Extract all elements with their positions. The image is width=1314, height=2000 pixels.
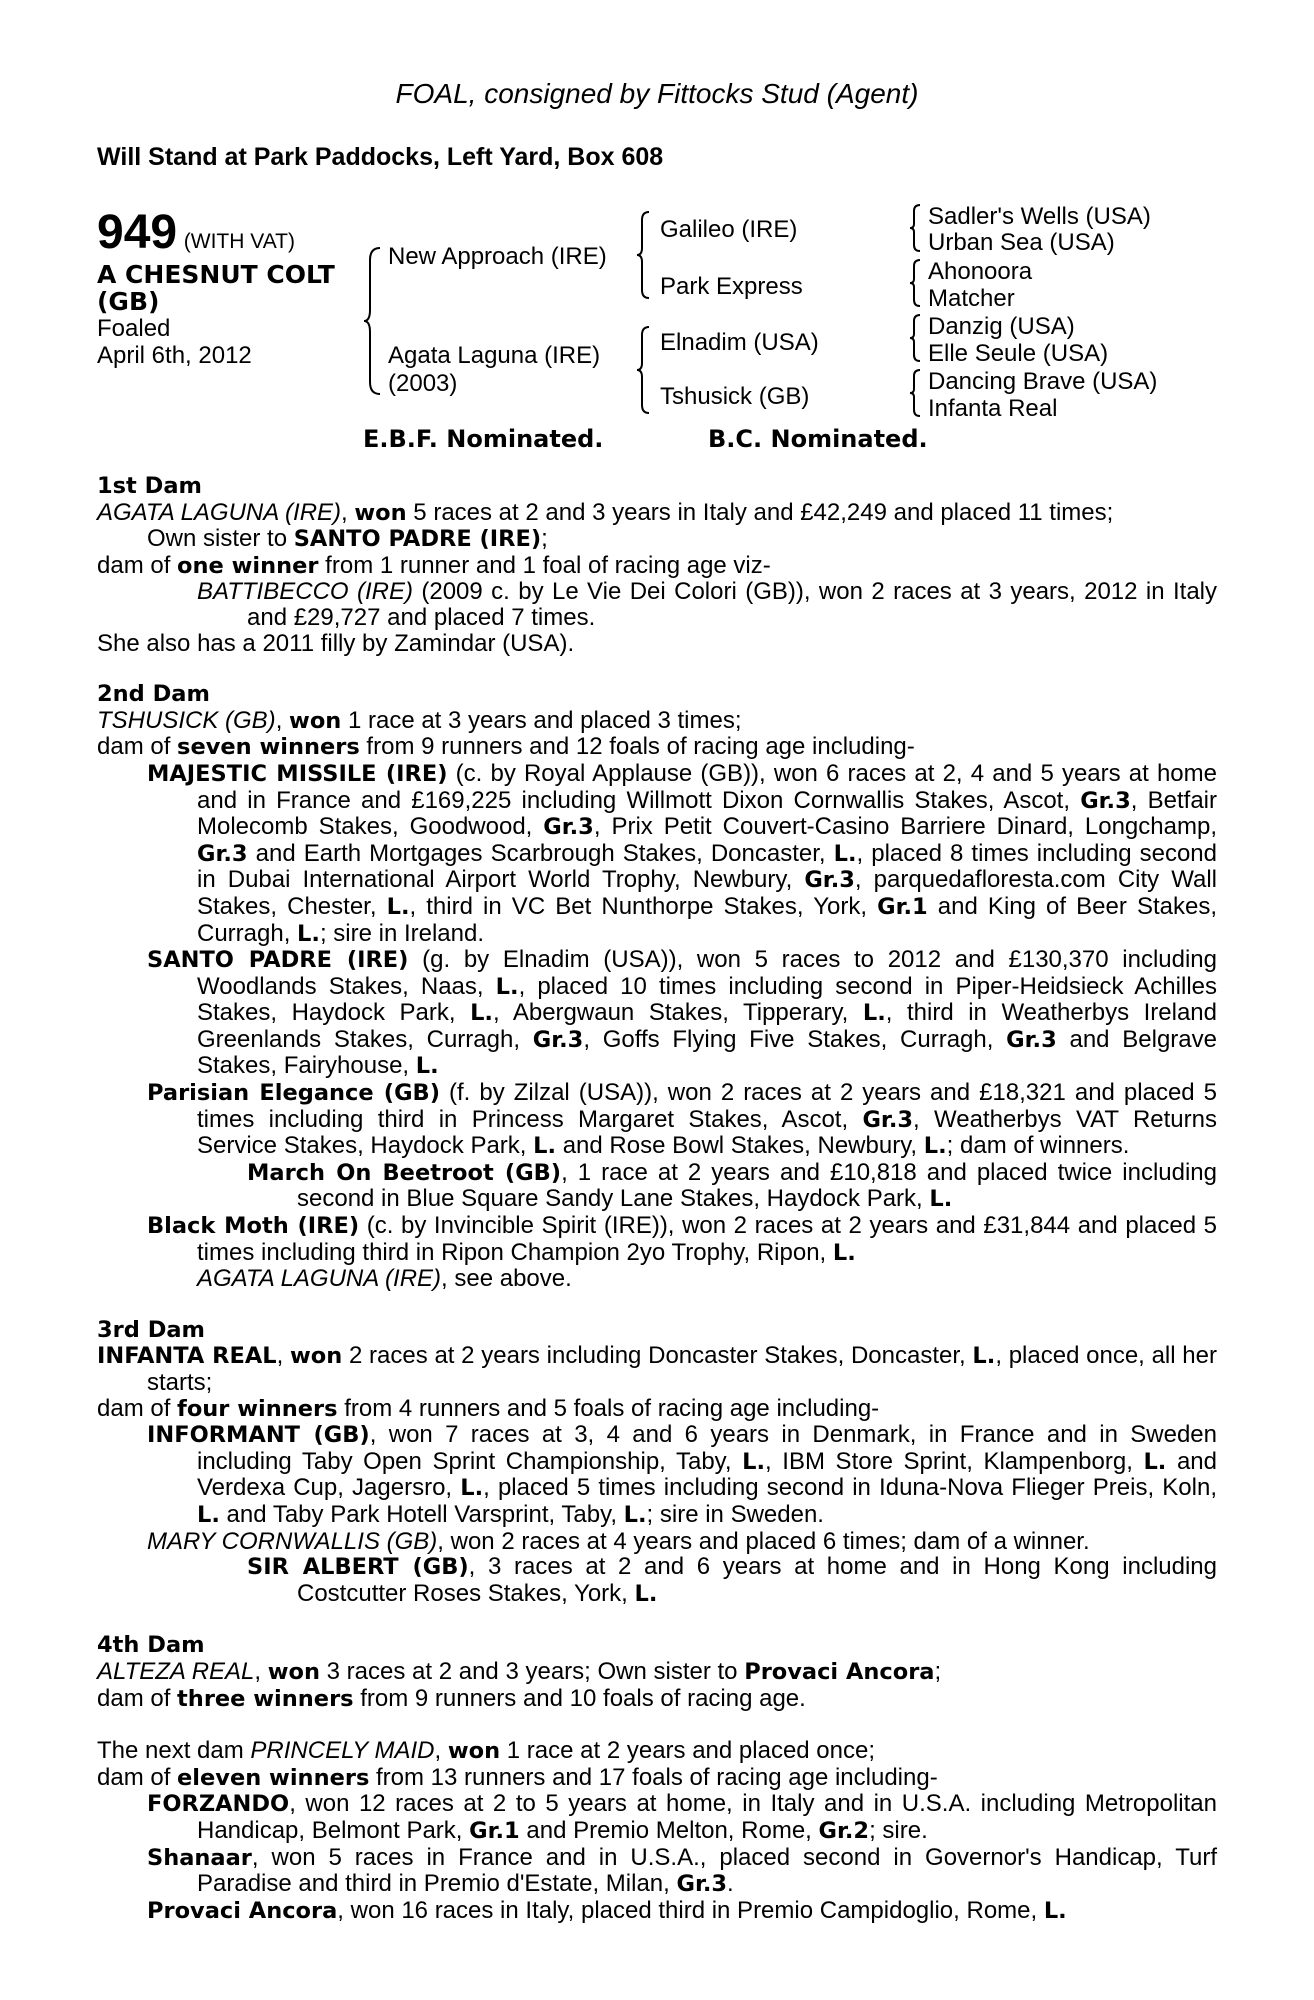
text: , placed 5 times including second in Iduna-Nova Flieger Preis, Koln, — [483, 1474, 1217, 1502]
dam-year: (2003) — [388, 370, 458, 397]
text: (f. by Zilzal (USA)), won 2 races at 2 years and £18,321 and placed 5 times including third in Princess Margaret Stakes, Ascot, — [197, 1079, 1218, 1133]
grade: L. — [386, 893, 410, 920]
horse-name: SANTO PADRE (IRE) — [147, 947, 409, 974]
text: and Belgrave Stakes, Fairyhouse, — [197, 1025, 1217, 1080]
grade: Gr.3 — [676, 1871, 728, 1898]
text: , 1 race at 2 years and £10,818 and placed twice including second in Blue Square Sandy Lane Stakes, Haydock Park, — [297, 1158, 1218, 1213]
grade: Gr.1 — [469, 1817, 520, 1844]
winners-count: four winners — [177, 1395, 338, 1422]
dam-name: INFANTA REAL — [97, 1343, 277, 1370]
grade: L. — [470, 1000, 493, 1027]
text: from 9 runners and 12 foals of racing age including- — [359, 733, 915, 761]
pedigree-brace-dam — [635, 325, 651, 415]
progeny-parisian-elegance — [97, 1080, 1217, 1160]
text: ; — [934, 1657, 942, 1685]
grade: L. — [862, 1000, 886, 1027]
text: , — [341, 498, 355, 526]
horse-name: SANTO PADRE (IRE) — [293, 526, 542, 553]
text: , Abergwaun Stakes, Tipperary, — [492, 999, 863, 1027]
grade: L. — [1143, 1448, 1167, 1475]
grade: Gr.3 — [197, 840, 248, 867]
text: , — [254, 1657, 268, 1685]
grade: L. — [742, 1448, 766, 1475]
text: , placed 8 times including second in Dubai International Airport World Trophy, Newbury, — [197, 839, 1217, 894]
first-dam-progeny — [97, 579, 1217, 630]
third-dam-line2 — [97, 1396, 1217, 1423]
progeny-mary-cornwallis — [97, 1529, 1217, 1555]
ggp-sss: Sadler's Wells (USA) — [928, 203, 1151, 230]
grade: Gr.3 — [1006, 1026, 1057, 1053]
dam-name: TSHUSICK (GB) — [97, 706, 276, 734]
first-dam-line3 — [97, 553, 1217, 580]
text: . — [727, 1870, 734, 1898]
text: , third in Weatherbys Ireland Greenlands Stakes, Curragh, — [197, 999, 1217, 1053]
spacer — [97, 1607, 1217, 1633]
progeny-provaci-ancora — [97, 1898, 1217, 1925]
text: dam of — [97, 551, 178, 579]
first-dam-heading: 1st Dam — [97, 473, 202, 499]
text: dam of — [97, 1763, 178, 1791]
lot-name-line2: (GB) — [97, 287, 160, 316]
text: ; sire in Sweden. — [646, 1500, 824, 1528]
grade: L. — [923, 1133, 947, 1160]
progeny-santo-padre — [97, 947, 1217, 1080]
bc-nominated: B.C. Nominated. — [708, 425, 928, 453]
text: dam of — [97, 733, 178, 761]
dam-dam: Tshusick (GB) — [660, 383, 810, 410]
won: won — [267, 1658, 320, 1685]
text: from 4 runners and 5 foals of racing age including- — [337, 1394, 880, 1422]
horse-name: Black Moth (IRE) — [147, 1213, 360, 1240]
text: and Premio Melton, Rome, — [519, 1816, 819, 1844]
horse-name: Shanaar — [147, 1844, 252, 1871]
dam-sire: Elnadim (USA) — [660, 329, 819, 356]
grade: L. — [533, 1133, 557, 1160]
progeny-sir-albert — [97, 1554, 1217, 1607]
text: Own sister to — [147, 525, 294, 553]
grade: L. — [297, 920, 320, 947]
text: , placed 10 times including second in Piper-Heidsieck Achilles Stakes, Haydock Park, — [197, 972, 1218, 1027]
dam-name: ALTEZA REAL — [97, 1657, 255, 1685]
text: , Prix Petit Couvert-Casino Barriere Dinard, Longchamp, — [593, 813, 1217, 841]
pedigree-block — [0, 0, 1314, 470]
ggp-sds: Ahonoora — [928, 258, 1033, 285]
pedigree-brace-sd — [908, 258, 922, 308]
text: , won 7 races at 3, 4 and 6 years in Denmark, in France and in Sweden including Taby Open Sprint Championship, Taby, — [197, 1421, 1217, 1475]
grade: L. — [495, 973, 519, 1000]
winners-count: eleven winners — [177, 1764, 370, 1791]
text: and King of Beer Stakes, Curragh, — [197, 892, 1217, 947]
ggp-ssd: Urban Sea (USA) — [928, 229, 1115, 256]
progeny-march-on-beetroot — [97, 1160, 1217, 1213]
grade: L. — [197, 1501, 220, 1528]
text: and Rose Bowl Stakes, Newbury, — [556, 1132, 924, 1160]
grade: L. — [972, 1343, 996, 1370]
page-header: FOAL, consigned by Fittocks Stud (Agent) — [395, 78, 919, 109]
won: won — [289, 707, 342, 734]
grade: Gr.2 — [818, 1817, 870, 1844]
progeny-forzando — [97, 1791, 1217, 1844]
winners-count: one winner — [177, 552, 319, 579]
text: , won 16 races in Italy, placed third in Premio Campidoglio, Rome, — [337, 1896, 1044, 1924]
stand-location: Will Stand at Park Paddocks, Left Yard, Box 608 — [97, 143, 664, 171]
text: The next dam — [97, 1737, 251, 1765]
text: ; sire in Ireland. — [319, 919, 485, 947]
won: won — [354, 499, 407, 526]
text: , placed once, all her starts; — [147, 1342, 1217, 1396]
grade: Gr.3 — [543, 814, 594, 841]
ggp-sdd: Matcher — [928, 285, 1015, 312]
grade: Gr.3 — [862, 1106, 914, 1133]
sire: New Approach (IRE) — [388, 243, 607, 270]
foaled-date: April 6th, 2012 — [97, 342, 252, 369]
lot-name-line1: A CHESNUT COLT — [97, 260, 335, 289]
winners-count: seven winners — [177, 734, 360, 761]
fourth-dam-line1 — [97, 1659, 1217, 1686]
text: , Goffs Flying Five Stakes, Curragh, — [583, 1025, 1007, 1053]
ggp-dsd: Elle Seule (USA) — [928, 340, 1109, 367]
grade: L. — [833, 840, 857, 867]
progeny-majestic-missile — [97, 761, 1217, 947]
horse-name: Provaci Ancora — [744, 1658, 935, 1685]
text: , parquedafloresta.com City Wall Stakes, Chester, — [197, 866, 1217, 920]
horse-name: BATTIBECCO (IRE) — [197, 578, 413, 606]
next-dam-line1 — [97, 1738, 1217, 1765]
text: , won 2 races at 4 years and placed 6 times; dam of a winner. — [437, 1527, 1090, 1555]
text: from 9 runners and 10 foals of racing age. — [353, 1684, 806, 1712]
grade: L. — [832, 1239, 856, 1266]
pedigree-brace-sire — [635, 210, 651, 300]
grade: L. — [1043, 1897, 1067, 1924]
winners-count: three winners — [177, 1685, 354, 1712]
text: (c. by Invincible Spirit (IRE)), won 2 races at 2 years and £31,844 and placed 5 times including third in Ripon Champion 2yo Trophy, Ripon, — [197, 1212, 1217, 1266]
spacer — [97, 1292, 1217, 1318]
spacer — [97, 1712, 1217, 1738]
lot-number: 949 — [97, 206, 178, 259]
text: 2 races at 2 years including Doncaster Stakes, Doncaster, — [342, 1342, 973, 1370]
text: and Taby Park Hotell Varsprint, Taby, — [219, 1500, 624, 1528]
grade: L. — [929, 1186, 953, 1213]
text: , 3 races at 2 and 6 years at home and in Hong Kong including Costcutter Roses Stakes, York, — [297, 1553, 1217, 1607]
text: dam of — [97, 1394, 178, 1422]
next-dam-line2 — [97, 1765, 1217, 1792]
progeny-shanaar — [97, 1845, 1217, 1898]
text: (g. by Elnadim (USA)), won 5 races to 2012 and £130,370 including Woodlands Stakes, Naas, — [197, 946, 1218, 1000]
horse-name: INFORMANT (GB) — [147, 1422, 370, 1449]
text: , — [434, 1737, 448, 1765]
text: 5 races at 2 and 3 years in Italy and £42,249 and placed 11 times; — [406, 498, 1114, 526]
grade: L. — [623, 1501, 647, 1528]
horse-name: SIR ALBERT (GB) — [247, 1554, 469, 1581]
first-dam-line1 — [97, 500, 1217, 527]
third-dam-heading: 3rd Dam — [97, 1316, 205, 1343]
grade: L. — [634, 1580, 658, 1607]
text: 3 races at 2 and 3 years; Own sister to — [320, 1657, 745, 1685]
text: , IBM Store Sprint, Klampenborg, — [765, 1447, 1144, 1475]
text: 1 race at 2 years and placed once; — [500, 1737, 876, 1765]
text: 1 race at 3 years and placed 3 times; — [341, 706, 742, 734]
text: and Verdexa Cup, Jagersro, — [197, 1447, 1217, 1502]
catalogue-text — [97, 474, 1217, 1924]
text: , Weatherbys VAT Returns Service Stakes, Haydock Park, — [197, 1105, 1217, 1160]
horse-name: March On Beetroot (GB) — [247, 1159, 562, 1186]
text: , third in VC Bet Nunthorpe Stakes, York, — [409, 892, 878, 920]
text: (c. by Royal Applause (GB)), won 6 races at 2, 4 and 5 years at home and in France and £169,225 including Willmott Dixon Cornwallis Stakes, Ascot, — [197, 759, 1217, 814]
sire-sire: Galileo (IRE) — [660, 216, 798, 243]
progeny-black-moth — [97, 1213, 1217, 1266]
grade: Gr.3 — [1080, 787, 1131, 814]
text: from 13 runners and 17 foals of racing age including- — [369, 1763, 938, 1791]
spacer — [97, 656, 1217, 682]
horse-name: Parisian Elegance (GB) — [147, 1080, 440, 1107]
text: (2009 c. by Le Vie Dei Colori (GB)), won 2 races at 3 years, 2012 in Italy and £29,727 and placed 7 times. — [247, 578, 1217, 631]
pedigree-brace-ds — [908, 313, 922, 363]
grade: L. — [460, 1475, 484, 1502]
text: ; dam of winners. — [946, 1132, 1130, 1160]
lot-number-line — [97, 205, 295, 260]
fourth-dam-line2 — [97, 1686, 1217, 1713]
pedigree-brace-ss — [908, 203, 922, 253]
text: ; — [541, 525, 548, 553]
grade: L. — [415, 1053, 439, 1080]
fourth-dam-heading: 4th Dam — [97, 1632, 205, 1659]
dam: Agata Laguna (IRE) — [388, 342, 601, 369]
text: , won 5 races in France and in U.S.A., placed second in Governor's Handicap, Turf Paradise and third in Premio d'Estate, Milan, — [197, 1843, 1217, 1898]
ggp-ddd: Infanta Real — [928, 395, 1058, 422]
horse-name: MAJESTIC MISSILE (IRE) — [147, 760, 448, 787]
second-dam-heading: 2nd Dam — [97, 681, 210, 708]
sire-dam: Park Express — [660, 273, 803, 300]
horse-name: MARY CORNWALLIS (GB) — [147, 1527, 438, 1555]
horse-name: Provaci Ancora — [147, 1897, 338, 1924]
dam-name: PRINCELY MAID — [250, 1737, 435, 1765]
second-dam-line2 — [97, 734, 1217, 761]
text: , Betfair Molecomb Stakes, Goodwood, — [197, 786, 1217, 841]
dam-name: AGATA LAGUNA (IRE) — [97, 498, 342, 526]
text: dam of — [97, 1684, 178, 1712]
pedigree-brace-dd — [908, 368, 922, 418]
text: , — [276, 1342, 290, 1370]
text: , won 12 races at 2 to 5 years at home, in Italy and in U.S.A. including Metropolitan Handicap, Belmont Park, — [197, 1790, 1217, 1844]
ggp-dss: Danzig (USA) — [928, 313, 1075, 340]
text: and Earth Mortgages Scarbrough Stakes, Doncaster, — [247, 839, 834, 867]
horse-name: FORZANDO — [147, 1791, 290, 1818]
horse-name: AGATA LAGUNA (IRE) — [197, 1265, 442, 1293]
text: , — [275, 706, 290, 734]
text: ; sire. — [869, 1816, 928, 1844]
ebf-nominated: E.B.F. Nominated. — [363, 425, 604, 453]
third-dam-line1 — [97, 1343, 1217, 1395]
text: , see above. — [441, 1265, 572, 1293]
first-dam-line2 — [97, 526, 1217, 553]
ggp-dds: Dancing Brave (USA) — [928, 368, 1158, 395]
vat-label: (WITH VAT) — [183, 230, 295, 253]
won: won — [289, 1343, 343, 1370]
progeny-agata-laguna — [97, 1266, 1217, 1292]
grade: Gr.3 — [532, 1026, 584, 1053]
foaled-label: Foaled — [97, 315, 171, 342]
won: won — [447, 1738, 501, 1765]
text: from 1 runner and 1 foal of racing age viz- — [318, 551, 771, 579]
grade: Gr.3 — [804, 867, 855, 894]
first-dam-note: She also has a 2011 filly by Zamindar (USA). — [97, 629, 575, 657]
grade: Gr.1 — [877, 893, 928, 920]
progeny-informant — [97, 1422, 1217, 1528]
pedigree-brace-main — [362, 246, 382, 396]
second-dam-line1 — [97, 708, 1217, 735]
